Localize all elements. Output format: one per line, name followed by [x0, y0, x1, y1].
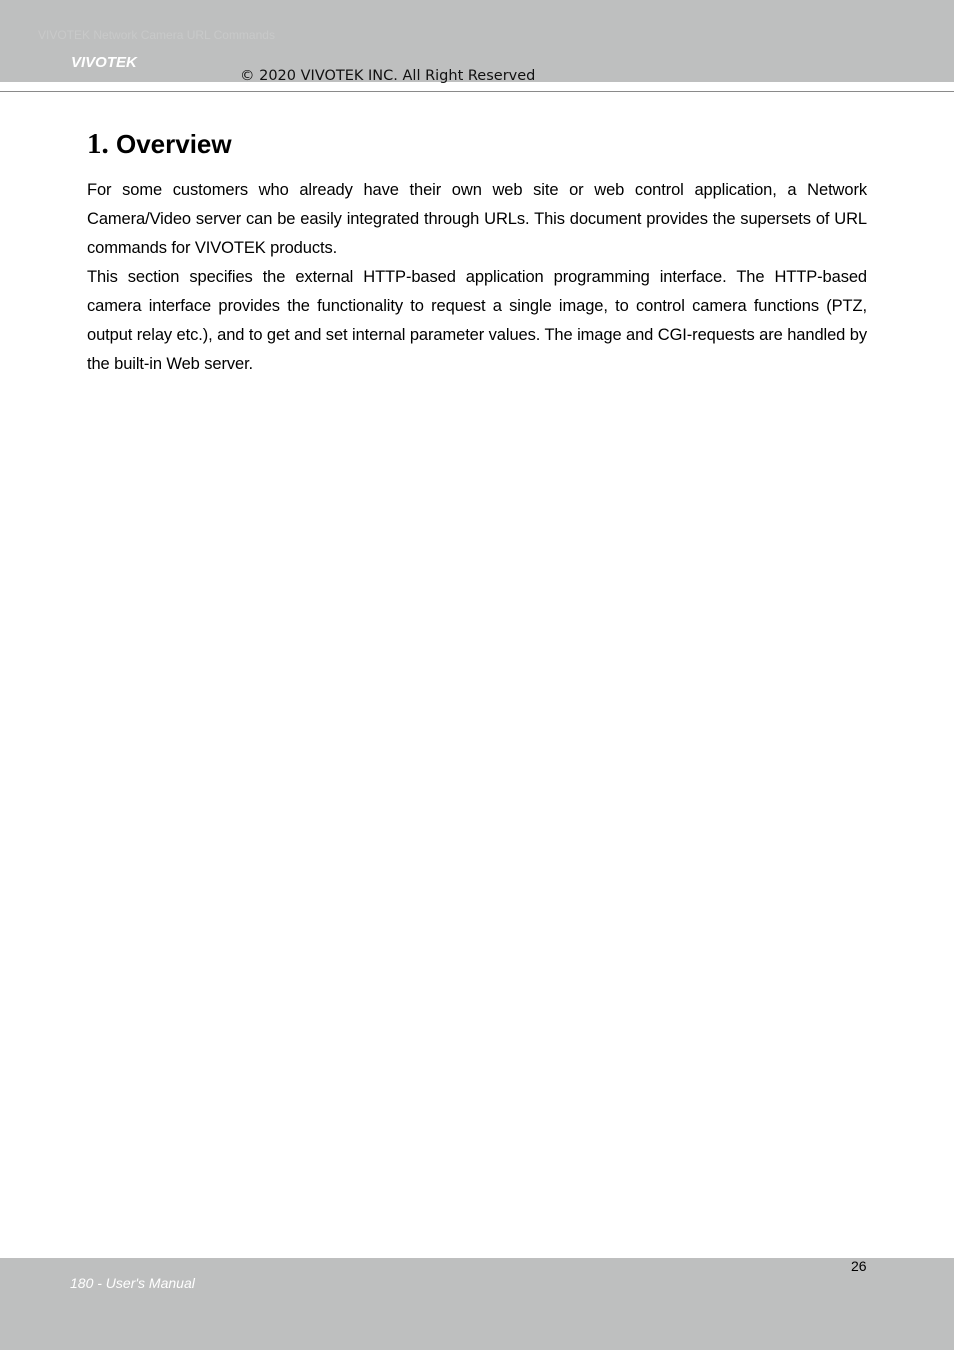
overview-paragraph-1: For some customers who already have their own web site or web control application, a Network Camera/Video server can be easily integrated through URLs. This document provides the supersets of URL commands for VIVOTEK products.: [87, 181, 867, 257]
overview-paragraph-2: This section specifies the external HTTP-based application programming interface. The HTTP-based camera interface provides the functionality to request a single image, to control camera functions (PTZ, output relay etc.), and to get and set internal parameter values. The image and CGI-requests are handled by the built-in Web server.: [87, 268, 867, 373]
section-heading: [87, 126, 867, 162]
brand-logo-text: VIVOTEK: [71, 54, 137, 71]
copyright-notice: © 2020 VIVOTEK INC. All Right Reserved: [240, 68, 536, 84]
page-number: 26: [851, 1258, 867, 1274]
header-divider: [0, 91, 954, 92]
manual-page-label: 180 - User's Manual: [70, 1275, 195, 1291]
section-number: 1.: [87, 128, 109, 160]
page-footer: [0, 1258, 954, 1350]
section-title: Overview: [115, 129, 232, 159]
header-faint-text: VIVOTEK Network Camera URL Commands: [38, 28, 275, 42]
main-content: [87, 126, 867, 379]
